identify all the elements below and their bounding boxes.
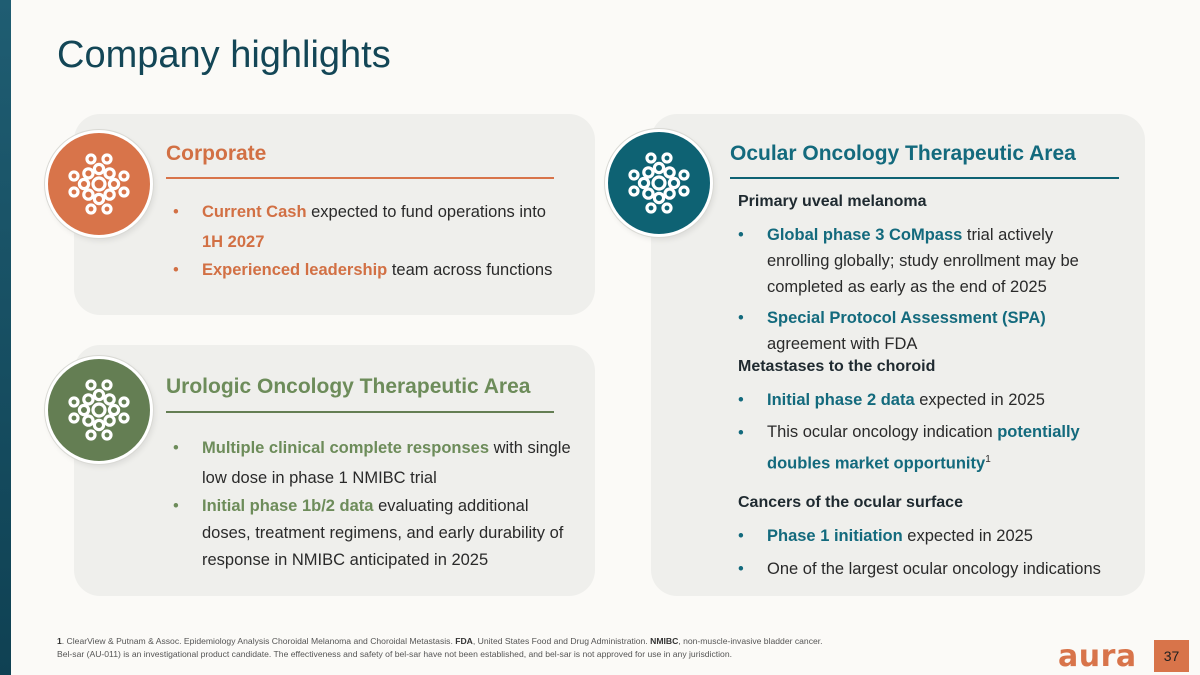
fda-abbrev: FDA bbox=[455, 636, 473, 646]
bullet-text: expected to fund operations into bbox=[306, 203, 546, 221]
bullet-highlight-2: 1H 2027 bbox=[202, 233, 265, 251]
bullet-text-line2: agreement with FDA bbox=[767, 335, 918, 353]
bullet-text: This ocular oncology indication bbox=[767, 423, 998, 441]
corporate-heading: Corporate bbox=[166, 142, 267, 165]
ocular-heading: Ocular Oncology Therapeutic Area bbox=[730, 142, 1076, 165]
ocular-bullet-compass bbox=[738, 220, 1138, 302]
bullet-text: team across functions bbox=[387, 261, 553, 279]
disclaimer: Bel-sar (AU-011) is an investigational product candidate. The effectiveness and safety of bel-sar have not been established, and bel-sar is not approved for use in any jurisdiction. bbox=[57, 649, 732, 659]
molecule-flower-icon bbox=[627, 151, 691, 215]
bullet-text: expected in 2025 bbox=[902, 527, 1033, 545]
bullet-dot: • bbox=[173, 439, 179, 457]
footnote-number: 1 bbox=[57, 636, 62, 646]
bullet-text: expected in 2025 bbox=[914, 391, 1045, 409]
corporate-rule bbox=[166, 177, 554, 179]
bullet-text: evaluating additional bbox=[373, 497, 529, 515]
bullet-highlight: Initial phase 1b/2 data bbox=[202, 497, 374, 515]
bullet-dot: • bbox=[738, 309, 744, 327]
urologic-bullet-1 bbox=[173, 433, 583, 493]
bullet-text-line3: response in NMIBC anticipated in 2025 bbox=[202, 551, 489, 569]
bullet-text-line3: completed as early as the end of 2025 bbox=[767, 278, 1047, 296]
bullet-highlight: Multiple clinical complete responses bbox=[202, 439, 490, 457]
bullet-dot: • bbox=[738, 527, 744, 545]
bullet-highlight: Special Protocol Assessment (SPA) bbox=[767, 309, 1046, 327]
bullet-dot: • bbox=[738, 391, 744, 409]
ocular-bullet-phase1 bbox=[738, 521, 1138, 551]
bullet-text-line2: low dose in phase 1 NMIBC trial bbox=[202, 469, 437, 487]
corporate-badge bbox=[45, 130, 153, 238]
footnote-source: . ClearView & Putnam & Assoc. Epidemiology Analysis Choroidal Melanoma and Choroidal Metastasis. bbox=[61, 636, 456, 646]
bullet-dot: • bbox=[173, 261, 179, 279]
bullet-text: with single bbox=[489, 439, 571, 457]
ocular-bullet-phase2 bbox=[738, 385, 1138, 415]
page-title: Company highlights bbox=[57, 34, 391, 76]
bullet-text: One of the largest ocular oncology indications bbox=[767, 560, 1101, 578]
footnote-ref: 1 bbox=[985, 454, 991, 465]
urologic-rule bbox=[166, 411, 554, 413]
nmibc-abbrev: NMIBC bbox=[650, 636, 679, 646]
corporate-bullet-2 bbox=[173, 255, 583, 285]
bullet-dot: • bbox=[738, 560, 744, 578]
ocular-subhead-uveal: Primary uveal melanoma bbox=[738, 193, 927, 210]
bullet-highlight-line2: doubles market opportunity bbox=[767, 454, 986, 473]
bullet-highlight: Current Cash bbox=[202, 203, 307, 221]
ocular-bullet-market bbox=[738, 418, 1138, 472]
aura-logo: aura bbox=[1058, 639, 1137, 674]
urologic-heading: Urologic Oncology Therapeutic Area bbox=[166, 375, 531, 398]
bullet-dot: • bbox=[173, 203, 179, 221]
ocular-subhead-surface: Cancers of the ocular surface bbox=[738, 494, 963, 511]
urologic-badge bbox=[45, 356, 153, 464]
bullet-highlight: Phase 1 initiation bbox=[767, 527, 903, 545]
bullet-text-line2: enrolling globally; study enrollment may be bbox=[767, 252, 1079, 270]
ocular-bullet-largest bbox=[738, 554, 1138, 584]
footnotes bbox=[57, 635, 937, 661]
ocular-subhead-choroid: Metastases to the choroid bbox=[738, 358, 936, 375]
bullet-dot: • bbox=[738, 424, 744, 442]
bullet-highlight: Initial phase 2 data bbox=[767, 391, 915, 409]
urologic-bullet-2 bbox=[173, 491, 583, 581]
molecule-flower-icon bbox=[67, 378, 131, 442]
corporate-bullet-1 bbox=[173, 197, 583, 257]
bullet-highlight: Global phase 3 CoMpass bbox=[767, 226, 963, 244]
bullet-highlight: Experienced leadership bbox=[202, 261, 388, 279]
nmibc-definition: , non-muscle-invasive bladder cancer. bbox=[678, 636, 823, 646]
fda-definition: , United States Food and Drug Administration. bbox=[472, 636, 651, 646]
bullet-highlight: potentially bbox=[997, 423, 1080, 441]
bullet-dot: • bbox=[738, 226, 744, 244]
ocular-bullet-spa bbox=[738, 303, 1138, 357]
page-number: 37 bbox=[1154, 640, 1189, 672]
ocular-rule bbox=[730, 177, 1119, 179]
bullet-text-line2: doses, treatment regimens, and early durability of bbox=[202, 524, 564, 542]
left-accent-bar bbox=[0, 0, 11, 675]
bullet-dot: • bbox=[173, 497, 179, 515]
bullet-text: trial actively bbox=[962, 226, 1054, 244]
molecule-flower-icon bbox=[67, 152, 131, 216]
ocular-badge bbox=[605, 129, 713, 237]
